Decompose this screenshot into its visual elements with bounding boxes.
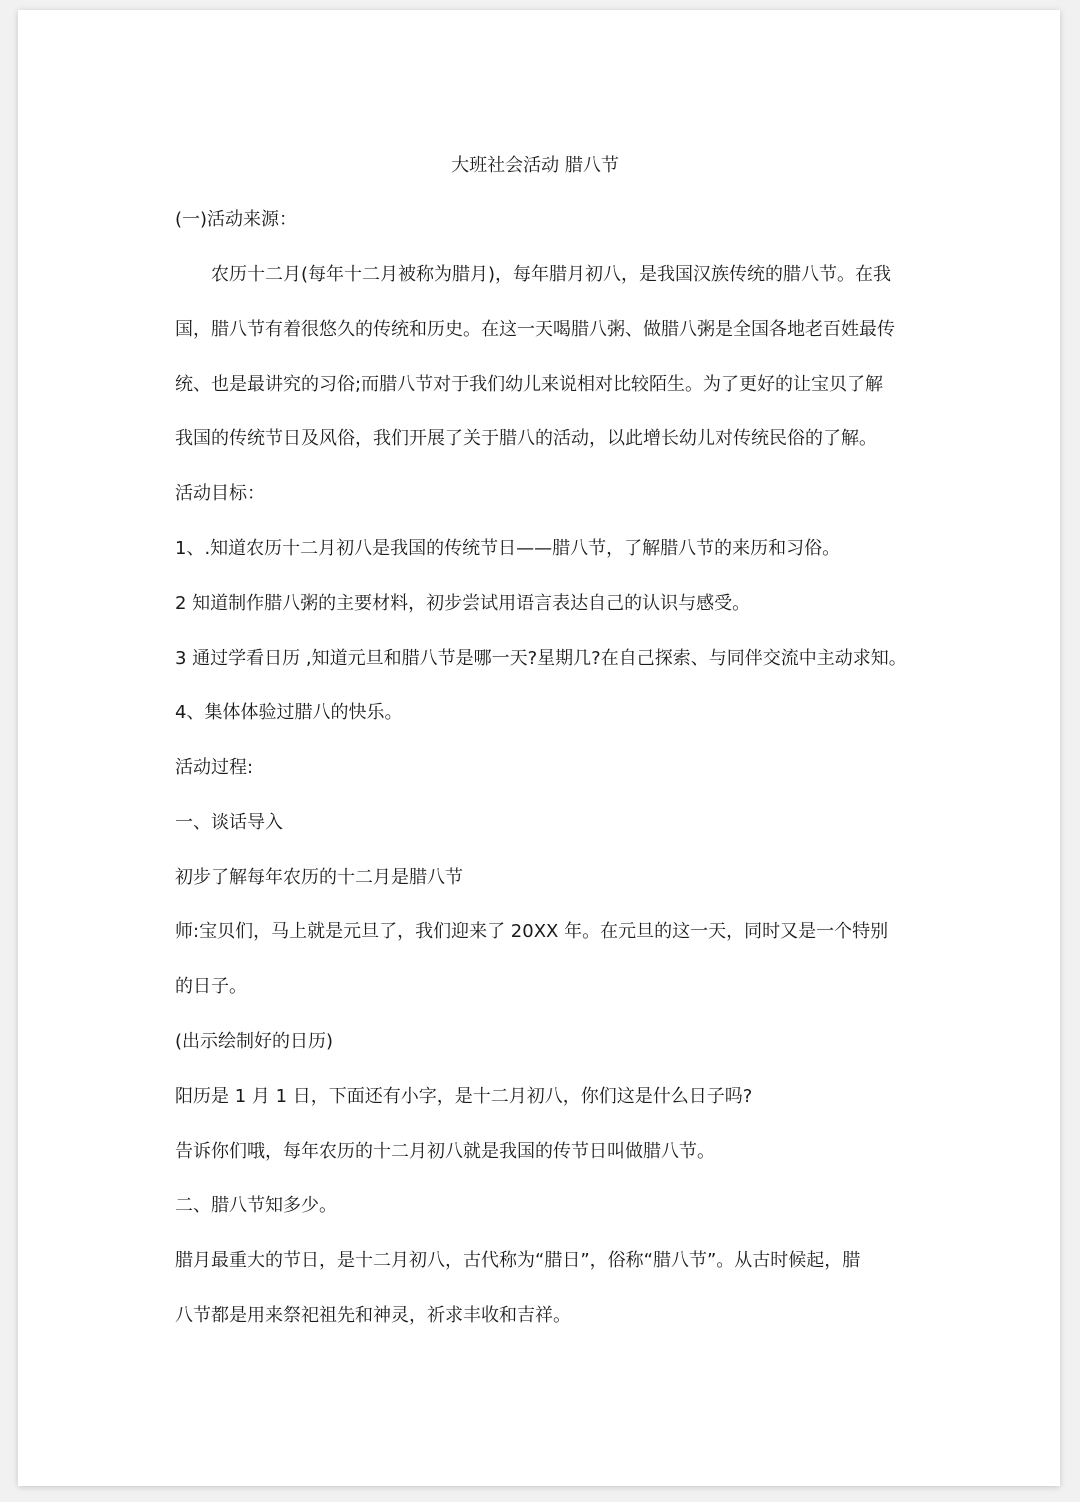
paragraph-line: 阳历是 1 月 1 日，下面还有小字，是十二月初八，你们这是什么日子吗? bbox=[175, 1086, 753, 1107]
goal-item: 4、集体体验过腊八的快乐。 bbox=[175, 702, 403, 723]
goal-item: 2 知道制作腊八粥的主要材料，初步尝试用语言表达自己的认识与感受。 bbox=[175, 593, 751, 614]
paragraph-line: 初步了解每年农历的十二月是腊八节 bbox=[175, 867, 463, 888]
paragraph-line: 我国的传统节日及风俗，我们开展了关于腊八的活动，以此增长幼儿对传统民俗的了解。 bbox=[175, 428, 877, 449]
subheading: 二、腊八节知多少。 bbox=[175, 1195, 337, 1216]
section-heading-goals: 活动目标： bbox=[175, 483, 265, 504]
goal-item: 3 通过学看日历 ,知道元旦和腊八节是哪一天?星期几?在自己探索、与同伴交流中主动求知。 bbox=[175, 648, 907, 669]
paragraph-line: 八节都是用来祭祀祖先和神灵，祈求丰收和吉祥。 bbox=[175, 1305, 571, 1326]
paragraph-line: 国，腊八节有着很悠久的传统和历史。在这一天喝腊八粥、做腊八粥是全国各地老百姓最传 bbox=[175, 319, 895, 340]
goal-item: 1、.知道农历十二月初八是我国的传统节日——腊八节，了解腊八节的来历和习俗。 bbox=[175, 538, 841, 559]
paragraph-line: 的日子。 bbox=[175, 976, 247, 997]
document-page bbox=[18, 10, 1060, 1486]
document-title: 大班社会活动 腊八节 bbox=[451, 155, 619, 176]
paragraph-line: (出示绘制好的日历) bbox=[175, 1031, 334, 1052]
section-heading-process: 活动过程: bbox=[175, 757, 254, 778]
paragraph-line: 告诉你们哦，每年农历的十二月初八就是我国的传节日叫做腊八节。 bbox=[175, 1141, 715, 1162]
paragraph-line: 师:宝贝们，马上就是元旦了，我们迎来了 20XX 年。在元旦的这一天，同时又是一个特别 bbox=[175, 921, 889, 942]
paragraph-line: 统、也是最讲究的习俗;而腊八节对于我们幼儿来说相对比较陌生。为了更好的让宝贝了解 bbox=[175, 374, 884, 395]
subheading: 一、谈话导入 bbox=[175, 812, 283, 833]
paragraph-line: 农历十二月(每年十二月被称为腊月)，每年腊月初八，是我国汉族传统的腊八节。在我 bbox=[211, 264, 892, 285]
section-heading-source: (一)活动来源： bbox=[175, 209, 298, 230]
paragraph-line: 腊月最重大的节日，是十二月初八，古代称为“腊日”，俗称“腊八节”。从古时候起，腊 bbox=[175, 1250, 861, 1271]
